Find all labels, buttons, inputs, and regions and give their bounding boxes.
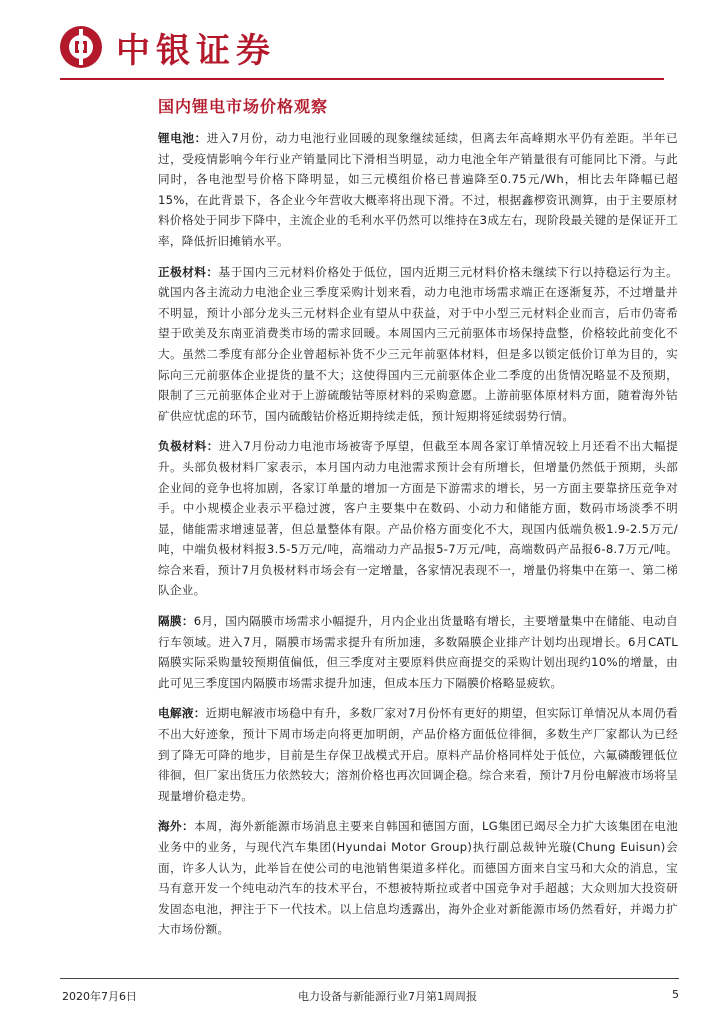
- brand-name: 中银证券: [116, 30, 276, 71]
- paragraph-lead: 隔膜：: [158, 614, 194, 629]
- article-body: [158, 128, 678, 950]
- paragraph-lithium-battery: [158, 128, 678, 252]
- footer-report-title: 电力设备与新能源行业7月第1周周报: [298, 990, 477, 1003]
- header-divider: [60, 78, 664, 80]
- paragraph-text: 近期电解液市场稳中有升，多数厂家对7月份怀有更好的期望，但实际订单情况从本周仍看不出大好迹象，预计下周市场走向将更加明朗，产品价格方面低位徘徊，多数生产厂家都认为已经到了降无可降的地步，目前是生存保卫战模式开启。原料产品价格同样处于低位，六氟磷酸锂低位徘徊，但厂家出货压力依然较大；溶剂价格也再次回调企稳。综合来看，预计7月份电解液市场将呈现量增价稳走势。: [158, 706, 679, 803]
- paragraph-anode: [158, 436, 678, 601]
- paragraph-separator: [158, 611, 678, 693]
- paragraph-electrolyte: [158, 703, 678, 806]
- footer-date: 2020年7月6日: [62, 990, 137, 1003]
- paragraph-lead: 锂电池：: [158, 131, 207, 145]
- page-number: 5: [672, 988, 679, 1001]
- paragraph-lead: 电解液：: [158, 706, 206, 721]
- paragraph-text: 进入7月份，动力电池行业回暖的现象继续延续，但离去年高峰期水平仍有差距。半年已过，受疫情影响今年行业产销量同比下滑相当明显，动力电池全年产销量很有可能同比下滑。与此同时，各电池型号价格下降明显，如三元模组价格已普遍降至0.75元/Wh，相比去年降幅已超15%，在此背景下，各企业今年营收大概率将出现下滑。不过，根据鑫椤资讯测算，由于主要原材料价格处于同步下降中，主流企业的毛利水平仍然可以维持在3成左右，现阶段最关键的是保证开工率，降低折旧摊销水平。: [158, 131, 678, 248]
- paragraph-overseas: [158, 816, 678, 940]
- paragraph-text: 本周，海外新能源市场消息主要来自韩国和德国方面，LG集团已竭尽全力扩大该集团在电池业务中的业务，与现代汽车集团(Hyundai Motor Group)执行副总裁钟光璇(Chung Euisun)会面，许多人认为，此举旨在使公司的电池销售渠道多样化。而德国方面来自宝马和大众的消息，宝马有意开发一个纯电动汽车的技术平台，不想被特斯拉或者中国竞争对手超越；大众则加大投资研发固态电池，押注于下一代技术。以上信息均透露出，海外企业对新能源市场仍然看好，并竭力扩大市场份额。: [158, 819, 678, 937]
- paragraph-text: 6月，国内隔膜市场需求小幅提升，月内企业出货量略有增长，主要增量集中在储能、电动自行车领域。进入7月，隔膜市场需求提升有所加速，多数隔膜企业排产计划均出现增长。6月CATL隔膜实际采购量较预期值偏低，但三季度对主要原料供应商提交的采购计划出现约10%的增量，由此可见三季度国内隔膜市场需求提升加速，但成本压力下隔膜价格略显疲软。: [158, 614, 678, 690]
- paragraph-text: 基于国内三元材料价格处于低位，国内近期三元材料价格未继续下行以持稳运行为主。就国内各主流动力电池企业三季度采购计划来看，动力电池市场需求端正在逐渐复苏，不过增量并不明显，预计小部分龙头三元材料企业有望从中获益，对于中小型三元材料企业而言，后市仍寄希望于欧美及东南亚消费类市场的需求回暖。本周国内三元前驱体市场保持盘整，价格较此前变化不大。虽然二季度有部分企业曾超标补货不少三元年前驱体材料，但是多以锁定低价订单为目的，实际向三元前驱体企业提货的量不大；这使得国内三元前驱体企业二季度的出货情况略显不及预期，限制了三元前驱体企业对于上游硫酸钴等原材料的采购意愿。上游前驱体原材料方面，随着海外钴矿供应忧虑的环节，国内硫酸钴价格近期持续走低，预计短期将延续弱势行情。: [158, 264, 678, 423]
- header: [60, 22, 276, 72]
- paragraph-lead: 海外：: [158, 819, 194, 834]
- paragraph-lead: 正极材料：: [158, 264, 219, 279]
- section-title: 国内锂电市场价格观察: [158, 97, 329, 116]
- paragraph-cathode: [158, 262, 678, 427]
- paragraph-text: 进入7月份动力电池市场被寄予厚望，但截至本周各家订单情况较上月还看不出大幅提升。头部负极材料厂家表示，本月国内动力电池需求预计会有所增长，但增量仍然低于预期，头部企业间的竞争也将加剧，各家订单量的增加一方面是下游需求的增长，另一方面主要靠挤压竞争对手。中小规模企业表示平稳过渡，客户主要集中在数码、小动力和储能方面，数码市场淡季不明显，储能需求增速显著，但总量整体有限。产品价格方面变化不大，现国内低端负极1.9-2.5万元/吨，中端负极材料报3.5-5万元/吨，高端动力产品报5-7万元/吨，高端数码产品报6-8.7万元/吨。综合来看，预计7月负极材料市场会有一定增量，各家情况表现不一，增量仍将集中在第一、第二梯队企业。: [158, 439, 678, 598]
- footer-divider: [60, 978, 679, 979]
- paragraph-lead: 负极材料：: [158, 439, 219, 454]
- bank-of-china-logo-icon: [60, 26, 102, 68]
